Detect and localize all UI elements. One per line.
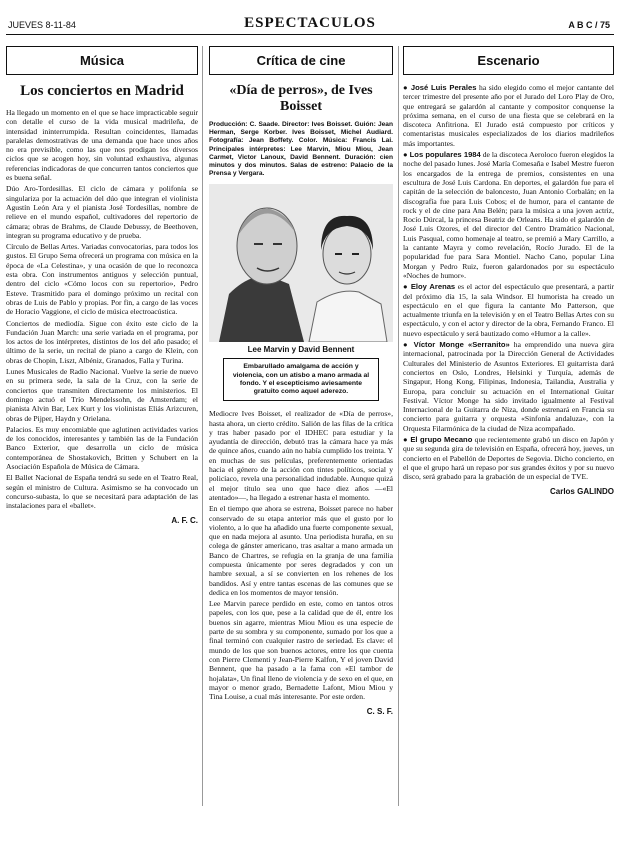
column-divider — [398, 46, 399, 806]
stage-item-lead: Los populares 1984 — [409, 150, 481, 160]
stage-item-lead: José Luis Perales — [410, 83, 477, 92]
music-paragraph: Palacios. Es muy encomiable que aglutinen actividades varios de los conocidos, interesantes y también las de la Fundación Banco Exterior, que desarrolla un ciclo de música contemporánea de Shostakovich, Britten y Schubert en la Asociación Española de Música de Cámara. — [6, 424, 198, 471]
stage-item: ● El grupo Mecano que recientemente grabó un disco en Japón y que su segunda gira de televisión en España, ofrecerá hoy, jueves, un concierto en el Pabellón de Deportes de Segovia. Dicho concierto, en el que el grupo hará un repaso por sus grandes éxitos y por su nuevo disco, será grabado para la grabación de un especial de TVE. — [403, 434, 614, 482]
stage-column — [403, 46, 614, 806]
stage-item-text: de la discoteca Aeroloco fueron elegidos la noche del pasado lunes. José María Comesaña e Isabel Mestre fueron los encargados de la entrega de premios, consistentes en una escultura de José Luis Cardona. En deportes, el galardón fue para el capitán de la selección de baloncesto, Juan Antonio Corbalán; en la discografía fue para Luis Cobos; el de humor, para el cantante de rock y el de cine para Ana Belén; para la música a una joven actriz, Rocío Dúrcal, la princesa Beatriz de Orleans. Ha sido el galardón de José Luis Ozores, el del director del Centro Dramático Nacional, Luis Pasqual, como homenaje al teatro, se premió a Mary Carrillo, a la cantante Mayra y como revelación, Rocío Jurado. El de la popularidad fue para Sara Montiel. Nacho Cano, popular Lina Morgan y Pedro Ruiz, fueron galardonados por su espectáculo «Noches de humor». — [403, 150, 614, 280]
music-column — [6, 46, 198, 806]
header-rule — [6, 34, 614, 35]
photo-caption: Lee Marvin y David Bennent — [247, 345, 355, 355]
music-headline: Los conciertos en Madrid — [20, 83, 184, 99]
music-paragraph: El Ballet Nacional de España tendrá su sede en el Teatro Real, según el ministro de Cultura. Asimismo se ha convocado un concurso-subasta, lo que se necesitará para adaptación de las instalaciones para el «ballet». — [6, 473, 198, 511]
stage-section-box: Escenario — [403, 46, 614, 75]
music-paragraph: Dúo Aro-Tordesillas. El ciclo de cámara y polifonía se singulariza por la actuación del dúo que integran el violinista Agustín León Ara y el pianista José Tordesillas, nombre de relieve en el mundo español, cultivadores del repertorio de cámara; obras de Brahms, de Claude Debussy, de Beethoven, integran su programa educativo y de prueba. — [6, 184, 198, 240]
music-paragraph: Lunes Musicales de Radio Nacional. Vuelve la serie de nuevo en su primera sede, la sala de la Cruz, con la serie de conciertos que transmiten directamente los ministerios. El domingo actuó el Trío Mendelssohn, de Amsterdam; el pianista Alvin Bar, Lex Kurt y los violinistas Eliás Arizcuren, obras de Pijper, Haydn y Orielana. — [6, 367, 198, 423]
stage-item-lead: Víctor Monge «Serranito» — [413, 340, 510, 350]
film-section-box: Crítica de cine — [209, 46, 393, 75]
film-signature: C. S. F. — [366, 707, 393, 717]
stage-item: ● Los populares 1984 de la discoteca Aeroloco fueron elegidos la noche del pasado lunes. José María Comesaña e Isabel Mestre fueron los encargados de la entrega de premios, consistentes en una escultura de José Luis Cardona. En deportes, el galardón fue para el capitán de la selección de baloncesto, Juan Antonio Corbalán; en la discografía fue para Luis Cobos; el de humor, para el cantante de rock y el de cine para Ana Belén; para la música a una joven actriz, Rocío Dúrcal, la princesa Beatriz de Orleans. Ha sido el galardón de José Luis Ozores, el del director del Centro Dramático Nacional, Luis Pasqual, como homenaje al teatro, se premió a Mary Carrillo, a la cantante Mayra y como revelación, Rocío Jurado. El de la popularidad fue para Sara Montiel. Nacho Cano, popular Lina Morgan y Pedro Ruiz, fueron galardonados por su espectáculo «Noches de humor». — [403, 150, 614, 280]
stage-item: ● José Luis Perales ha sido elegido como el mejor cantante del tercer trimestre del presente año por el Jurado del Loro Play de Oro, que entregará se galardón al cantante y compositor conquense la próxima semana, en el curso de una fiesta que se celebrará en la discoteca Anfitriona. El Jurado está compuesto por críticos y comentaristas musicales especializados de los diarios madrileños más importantes. — [403, 83, 614, 148]
film-credits: Producción: C. Saade. Director: Ives Boisset. Guión: Jean Herman, Serge Korber. Ives Boisset, Michel Audiard. Fotografía: Jean Boffety. Color. Música: Francis Lai. Principales intérpretes: Lee Marvin, Miou Miou, Jean Carmet, Victor Lanoux, David Bennent. Duración: cien minutos y dos minutos. Salas de estreno: Palacio de la Prensa y Vergara. — [209, 121, 393, 178]
music-paragraph: Ha llegado un momento en el que se hace impracticable seguir con detalle el curso de la vida musical madrileña, de intensidad ininterrumpida. Resultan coincidentes, llamadas paralelas demostrativas de una demanda que hace unos años no era previsible, como las que nos prodigan los diversos ciclos que se acogen hoy, sin voluntad exhaustiva, algunas referencias indicadoras de que concurren tantos conciertos que es buena señal. — [6, 108, 198, 183]
stage-item-text: ha emprendido una nueva gira internacional, patrocinada por la Dirección General de Actividades Culturales del Ministerio de Asuntos Exteriores. El guitarrista dará conciertos en Oslo, Londres, Helsinki y Turquía, además de Singapur, Hong Kong, Filipinas, Indonesia, Tailandia, Australia y Europa, para concluir su actuación en el International Guitar Festival. Víctor Monge ha sido invitado igualmente al Festival Internacional de la Guitarra de Niza, donde estrenará en Francia su concierto para guitarra y orquesta «Sinfonía andaluza», con la Orquesta Filarmónica de la ciudad de Niza acompañado. — [403, 340, 614, 433]
stage-item: ● Eloy Arenas es el actor del espectáculo que presentará, a partir del próximo día 15, la sala Windsor. El humorista ha creado un espectáculo en el que figura la cantante Mo Patterson, que actualmente triunfa en la televisión y en el Teatro Bellas Artes con su espectáculo, y con el actor y director de la obra, Fernando Franco. El nuevo espectáculo y será bautizado como «Humor a la calle». — [403, 282, 614, 338]
film-column — [209, 46, 393, 806]
page-date: JUEVES 8-11-84 — [8, 20, 76, 30]
music-section-box: Música — [6, 46, 198, 75]
stage-item-text: ha sido elegido como el mejor cantante del tercer trimestre del presente año por el Jurado del Loro Play de Oro, que entregará se galardón al cantante y compositor conquense la próxima semana, en el curso de una fiesta que se celebrará en la discoteca Anfitriona. El Jurado está compuesto por críticos y comentaristas musicales especializados de los diarios madrileños más importantes. — [403, 83, 614, 148]
stage-item-text: es el actor del espectáculo que presentará, a partir del próximo día 15, la sala Windsor. El humorista ha creado un espectáculo en el que figura la cantante Mo Patterson, que actualmente triunfa en la televisión y en el Teatro Bellas Artes con su espectáculo, y con el actor y director de la obra, Fernando Franco. El nuevo espectáculo y será bautizado como «Humor a la calle». — [403, 282, 614, 338]
stage-item: ● Víctor Monge «Serranito» ha emprendido una nueva gira internacional, patrocinada por la Dirección General de Actividades Culturales del Ministerio de Asuntos Exteriores. El guitarrista dará conciertos en Oslo, Londres, Helsinki y Turquía, además de Singapur, Hong Kong, Filipinas, Indonesia, Tailandia, Australia y Europa, para concluir su actuación en el International Guitar Festival. Víctor Monge ha sido invitado igualmente al Festival Internacional de la Guitarra de Niza, donde estrenará en Francia su concierto para guitarra y orquesta «Sinfonía andaluza», con la Orquesta Filarmónica de la ciudad de Niza acompañado. — [403, 340, 614, 433]
page-number: A B C / 75 — [568, 20, 610, 30]
film-paragraph: En el tiempo que ahora se estrena, Boisset parece no haber conservado de su etapa anterior más que el gusto por lo violento, a lo que ha añadido una fuerte componente sexual, que en nada mejora al asunto. Una periodista huraña, en su colega de gánster americano, tras asaltar a mano armada un Banco de Chartres, se refugia en la granja de una familia compuesta únicamente por seres degradados y con un hambre sexual, a sí se convierten en los rehenes de los bandidos. Así y entre tantas escenas de las comunes que se dedica en los momentos de mayor tensión. — [209, 504, 393, 597]
stage-item-lead: Eloy Arenas — [410, 282, 456, 292]
column-divider — [202, 46, 203, 806]
film-photo-illustration — [209, 184, 393, 342]
film-pullquote: Embarullado amalgama de acción y violencia, con un atisbo a mano armada al fondo. Y el escepticismo aviesamente gratuito como aquel aderezo. — [223, 358, 379, 401]
stage-item-lead: El grupo Mecano — [410, 434, 473, 444]
film-paragraph: Mediocre Ives Boisset, el realizador de «Día de perros», hasta ahora, un cierto crédito. Salión de las filas de la crítica y tras haber pasado por el IDHEC para estudiar y la ayudantía de dirección, debutó tras la cámara hace ya más de quince años, cuando aún no había cumplido los treinta. Y en muchas de sus películas, preferentemente orientadas hacia el género de la acción con tintes políticos, social y policíaco, revela una personalidad indudable. Aunque quizá el mejor título sea uno que hace diez años —«El atentado»—, ha llegado a estrenar hasta el momento. — [209, 409, 393, 502]
music-signature: A. F. C. — [171, 516, 198, 526]
film-paragraph: Lee Marvin parece perdido en este, como en tantos otros papeles, con los que, pese a la calidad que de él, entre los buenos sin agarre, mientras Miou Miou es una especie de parte de su sombra y su componente, sumado por los que a final terminó con cualquier rastro de seriedad. Es clave: el mundo de los que son buenos actores, entre los que cuenta con Pierre Clementi y Jean-Pierre Kalfon, Y el joven David Bennent, que ha pasado a la fama con «El tambor de hojalata», Un final lleno de violencia y de sexo en el que, en mayor o menor grado, Bernadette Lafont, Miou Miou y Tina Louise, a cual más interesante. Por este orden. — [209, 599, 393, 702]
film-photo — [209, 184, 393, 342]
music-paragraph: Círculo de Bellas Artes. Variadas convocatorias, para todos los gustos. El Grupo Sema ofrecerá un programa con música en la época de «La Celestina», y una ocasión de que lo reconozca esta obra. Con instrumentos antiguos y selección puntual, dentro del ciclo «Cómo locos con su repertorio», Pedro Esteve. Trasmitido para el domingo próximo un recital con obras de Luis de Pablo y propias. Por fin, a cargo de las voces de Horacio Vaggione, el ciclo de música electroacústica. — [6, 242, 198, 317]
music-paragraph: Conciertos de mediodía. Sigue con éxito este ciclo de la Fundación Juan March: una serie variada en el programa, por los actos de los intérpretes, distintos de los del año pasado; el último de la serie, un recital de piano a cargo de Klein, con obras de Chopin, Liszt, Albéniz, Granados, Falla y Turina. — [6, 318, 198, 365]
stage-item-text: que recientemente grabó un disco en Japón y que su segunda gira de televisión en España, ofrecerá hoy, jueves, un concierto en el Pabellón de Deportes de Segovia. Dicho concierto, en el que el grupo hará un repaso por sus grandes éxitos y por su nuevo disco, será grabado para la grabación de un especial de TVE. — [403, 434, 614, 482]
stage-signature: Carlos GALINDO — [549, 487, 614, 497]
film-headline: «Día de perros», de Ives Boisset — [229, 83, 373, 114]
section-title: ESPECTACULOS — [244, 15, 376, 31]
